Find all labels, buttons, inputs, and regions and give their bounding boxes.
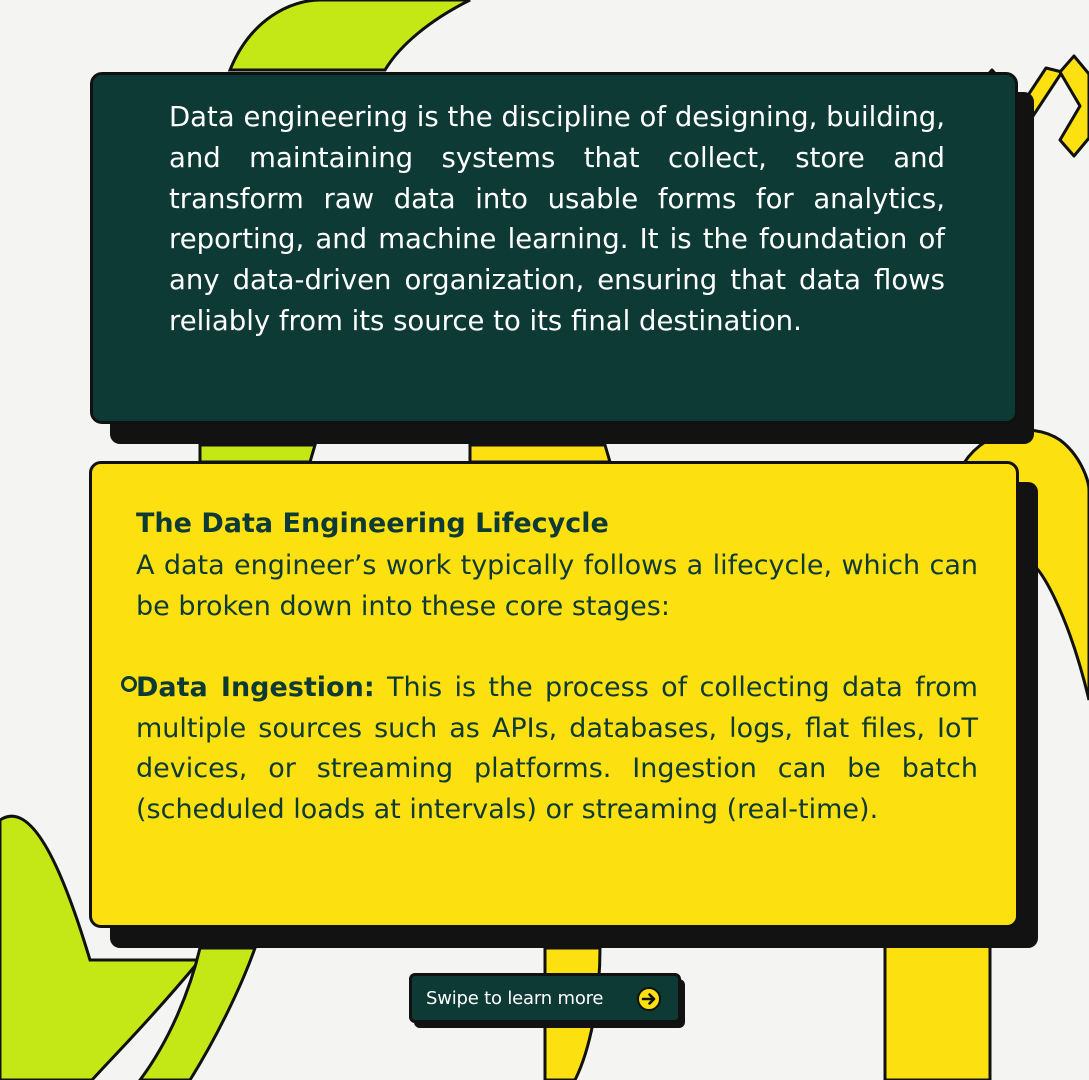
swipe-label: Swipe to learn more [426, 987, 604, 1009]
lifecycle-card [89, 461, 1019, 928]
yellow-arch-middle [470, 445, 610, 462]
swipe-button[interactable] [409, 973, 681, 1023]
intro-card [90, 72, 1018, 424]
stage-item-data-ingestion [136, 668, 978, 830]
stage-description: This is the process of collecting data from multiple sources such as APIs, databases, logs, flat files, IoT devices, or streaming platforms. Ingestion can be batch (scheduled loads at intervals) or streaming (real-time). [136, 672, 978, 825]
lifecycle-intro: A data engineer’s work typically follows a lifecycle, which can be broken down into these core stages: [136, 550, 978, 622]
lifecycle-title: The Data Engineering Lifecycle [136, 508, 609, 539]
lime-arch-middle [200, 445, 315, 462]
intro-paragraph: Data engineering is the discipline of designing, building, and maintaining systems that collect, store and transform raw data into usable forms for analytics, reporting, and machine learning. It is the foundation of any data-driven organization, ensuring that data flows reliably from its source to its final destination. [169, 101, 945, 337]
circle-bullet-icon [121, 676, 137, 692]
stage-name: Data Ingestion: [136, 672, 375, 703]
arrow-right-circle-icon [636, 986, 662, 1012]
lime-arch-top [230, 0, 470, 70]
